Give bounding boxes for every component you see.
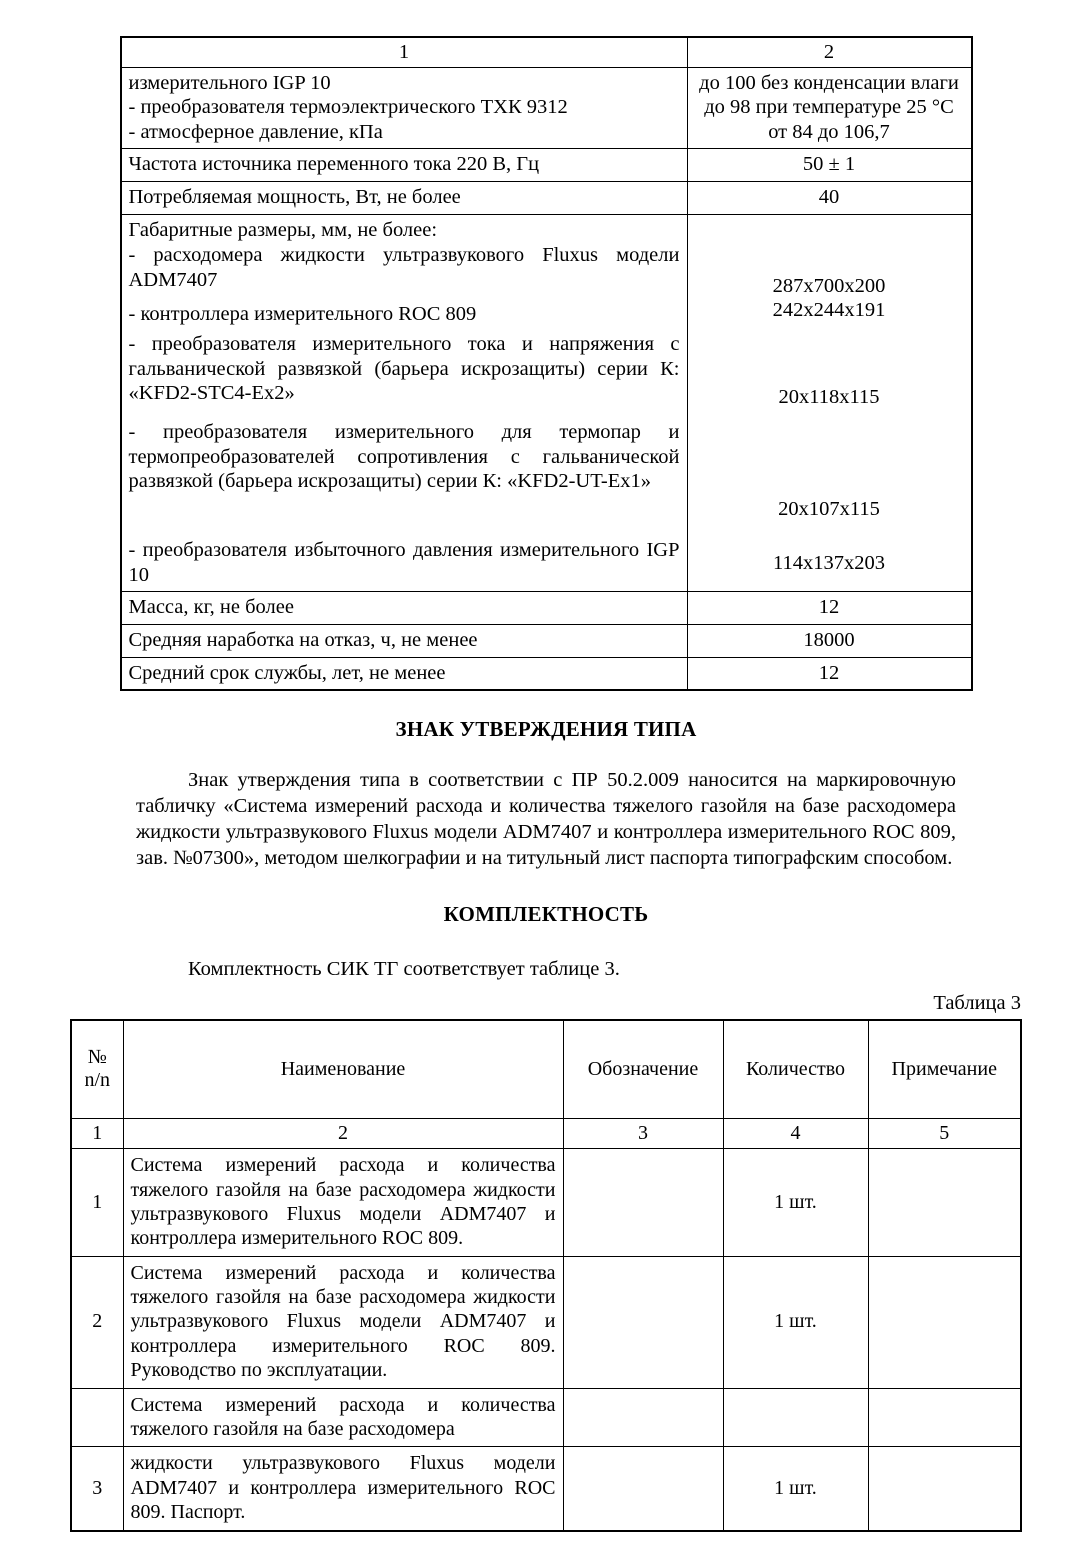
kit-row-quantity (723, 1388, 868, 1447)
spec-table-row-humidity (121, 67, 972, 149)
kit-row-quantity: 1 шт. (723, 1149, 868, 1257)
dimensions-spacer (695, 323, 964, 385)
dimensions-values (695, 218, 964, 576)
kit-row-index: 1 (71, 1149, 123, 1257)
kit-header-note: Примечание (868, 1020, 1021, 1119)
kit-header-number (71, 1020, 123, 1119)
spec-dimensions-value-cell (687, 214, 972, 592)
spec-table-row-frequency (121, 149, 972, 182)
kit-header-designation: Обозначение (563, 1020, 723, 1119)
kit-row-note (868, 1388, 1021, 1447)
spec-row-param-cell: Средний срок службы, лет, не менее (121, 657, 688, 690)
dimensions-item-text: - преобразователя измерительного для термопар и термопреобразователей сопротивления с гальванической развязкой (барьера искрозащиты) серии К: «KFD2-UT-Ex1» (128, 421, 680, 493)
kit-col-num-5: 5 (868, 1118, 1021, 1148)
dimensions-value: 242x244x191 (772, 299, 886, 322)
kit-row-name: жидкости ультразвукового Fluxus модели ADM7407 и контроллера измерительного ROC 809. Паспорт. (123, 1447, 563, 1531)
kit-row-index: 2 (71, 1256, 123, 1388)
dimensions-item-text: - расходомера жидкости ультразвукового Fluxus модели ADM7407 (128, 244, 680, 291)
spec-param-line: измерительного IGP 10 (128, 71, 331, 94)
dimensions-spacer (695, 409, 964, 497)
spec-row-param-cell: Масса, кг, не более (121, 592, 688, 625)
kit-row-index (71, 1388, 123, 1447)
kit-row-name: Система измерений расхода и количества тяжелого газойля на базе расходомера жидкости ультразвукового Fluxus модели ADM7407 и контроллера измерительного ROC 809. (123, 1149, 563, 1257)
spec-row-value-cell: 50 ± 1 (687, 149, 972, 182)
spec-param-line: - атмосферное давление, кПа (128, 120, 383, 143)
kit-header-number-line1: № (87, 1046, 107, 1069)
spec-param-line: - преобразователя термоэлектрического ТХК 9312 (128, 96, 568, 119)
kit-heading: КОМПЛЕКТНОСТЬ (443, 901, 649, 926)
spec-value-line: до 100 без конденсации влаги (699, 71, 959, 94)
spec-value-line: до 98 при температуре 25 °С (704, 96, 954, 119)
kit-table (70, 1019, 1022, 1532)
kit-row-note (868, 1447, 1021, 1531)
spec-value-line: от 84 до 106,7 (768, 120, 890, 143)
kit-header-number-line2: n/n (84, 1068, 111, 1091)
dimensions-value: 287x700x200 (772, 274, 886, 297)
dimensions-title: Габаритные размеры, мм, не более: (128, 218, 438, 241)
dimensions-spacer (695, 522, 964, 551)
kit-col-num-1: 1 (71, 1118, 123, 1148)
spec-table-column-number-row (121, 37, 972, 67)
kit-table-caption: Таблица 3 (933, 991, 1021, 1014)
kit-row-designation (563, 1149, 723, 1257)
table-row (71, 1388, 1021, 1447)
dimensions-value: 20x107x115 (778, 498, 880, 521)
spec-table-row-power (121, 181, 972, 214)
spec-row-param-cell: Средняя наработка на отказ, ч, не менее (121, 624, 688, 657)
table-row (71, 1256, 1021, 1388)
kit-col-num-3: 3 (563, 1118, 723, 1148)
spec-table-row-dimensions (121, 214, 972, 592)
kit-row-quantity: 1 шт. (723, 1256, 868, 1388)
spec-dimensions-param-cell (121, 214, 688, 592)
spec-row-value-cell: 12 (687, 657, 972, 690)
kit-col-num-4: 4 (723, 1118, 868, 1148)
spec-row-param-cell: Частота источника переменного тока 220 В, Гц (121, 149, 688, 182)
spec-table (120, 36, 973, 691)
spec-col-num-2: 2 (687, 37, 972, 67)
spec-table-row-service-life (121, 657, 972, 690)
spec-row-param-cell: Потребляемая мощность, Вт, не более (121, 181, 688, 214)
spec-col-num-1: 1 (121, 37, 688, 67)
kit-row-quantity: 1 шт. (723, 1447, 868, 1531)
spec-table-row-mtbf (121, 624, 972, 657)
dimensions-item-text: - преобразователя избыточного давления измерительного IGP 10 (128, 539, 680, 586)
dimensions-value: 114x137x203 (773, 551, 885, 574)
spec-row-value-cell: 40 (687, 181, 972, 214)
kit-row-name: Система измерений расхода и количества тяжелого газойля на базе расходомера (123, 1388, 563, 1447)
kit-header-name: Наименование (123, 1020, 563, 1119)
kit-intro-text: Комплектность СИК ТГ соответствует таблице 3. (188, 957, 620, 980)
spec-row-param-cell (121, 67, 688, 149)
dimensions-value: 20x118x115 (778, 385, 880, 408)
dimensions-spacer (695, 218, 964, 274)
kit-row-designation (563, 1256, 723, 1388)
kit-row-note (868, 1256, 1021, 1388)
table-row (71, 1447, 1021, 1531)
type-mark-heading: ЗНАК УТВЕРЖДЕНИЯ ТИПА (395, 717, 697, 742)
spec-row-value-cell: 18000 (687, 624, 972, 657)
dimensions-item-text: - контроллера измерительного ROC 809 (128, 303, 477, 326)
kit-row-index: 3 (71, 1447, 123, 1531)
kit-table-header-row (71, 1020, 1021, 1119)
table-row (71, 1149, 1021, 1257)
kit-row-designation (563, 1388, 723, 1447)
kit-header-quantity: Количество (723, 1020, 868, 1119)
kit-table-column-number-row (71, 1118, 1021, 1148)
dimensions-item-text: - преобразователя измерительного тока и напряжения с гальванической развязкой (барьера искрозащиты) серии К: «KFD2-STC4-Ex2» (128, 333, 680, 405)
kit-row-designation (563, 1447, 723, 1531)
spec-row-value-cell: 12 (687, 592, 972, 625)
kit-col-num-2: 2 (123, 1118, 563, 1148)
spec-row-value-cell (687, 67, 972, 149)
kit-row-note (868, 1149, 1021, 1257)
spec-table-row-mass (121, 592, 972, 625)
type-mark-paragraph: Знак утверждения типа в соответствии с ПР 50.2.009 наносится на маркировочную табличку «Система измерений расхода и количества тяжелого газойля на базе расходомера жидкости ультразвукового Fluxus модели ADM7407 и контроллера измерительного ROC 809, зав. №07300», методом шелкографии и на титульный лист паспорта типографским способом. (136, 769, 956, 869)
kit-row-name: Система измерений расхода и количества тяжелого газойля на базе расходомера жидкости ультразвукового Fluxus модели ADM7407 и контроллера измерительного ROC 809. Руководство по эксплуатации. (123, 1256, 563, 1388)
